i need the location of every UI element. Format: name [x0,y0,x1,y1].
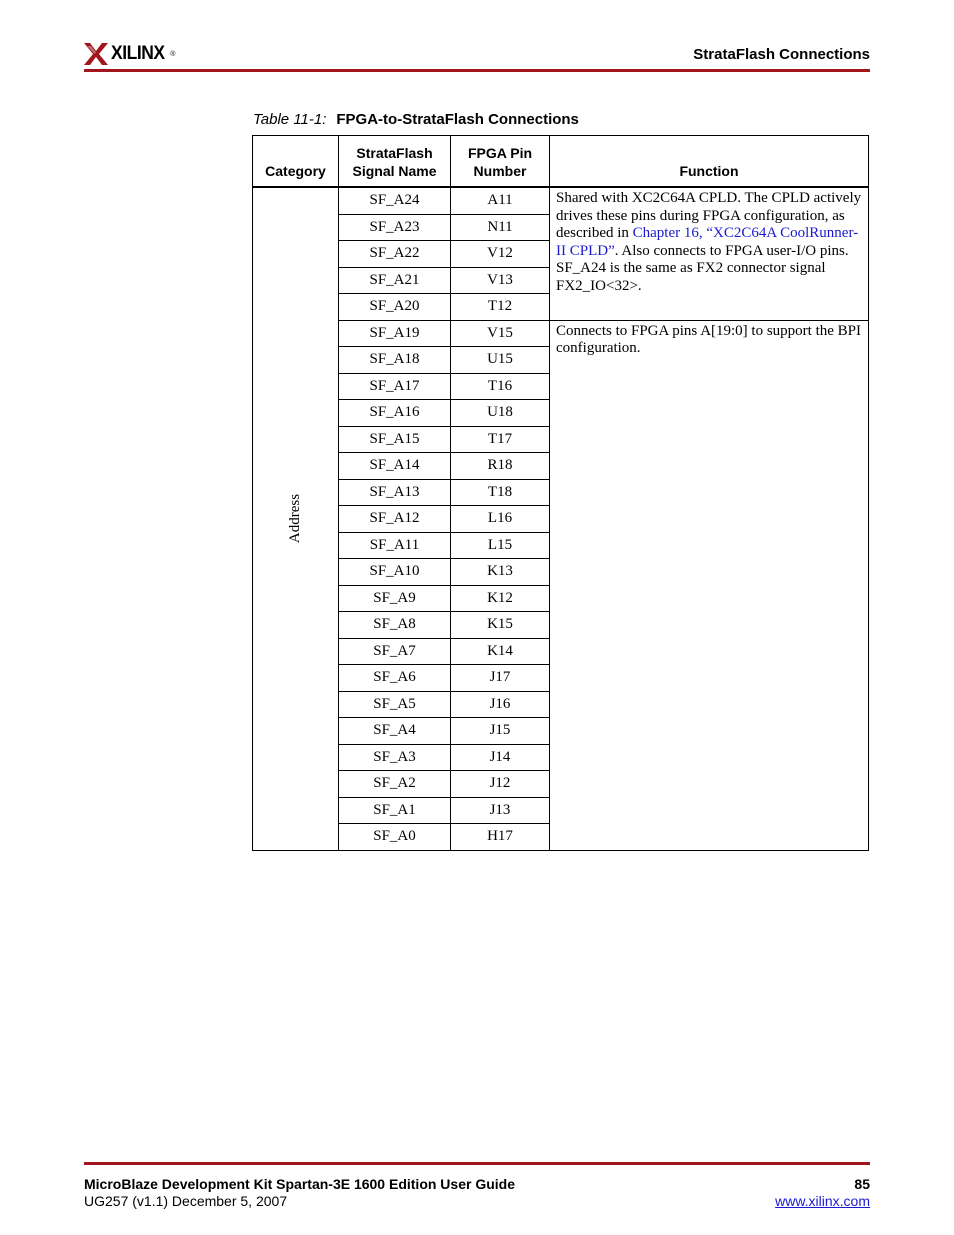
fpga-pin-cell: U15 [451,347,550,374]
signal-name-cell: SF_A7 [339,638,451,665]
fpga-pin-cell: A11 [451,187,550,214]
fpga-pin-cell: K12 [451,585,550,612]
connections-table [252,135,869,851]
logo-text: XILINX [111,43,165,64]
fpga-pin-cell: J16 [451,691,550,718]
xilinx-logo [84,41,175,67]
fpga-pin-cell: L15 [451,532,550,559]
fpga-pin-cell: J14 [451,744,550,771]
table-row [253,187,869,214]
fpga-pin-cell: U18 [451,400,550,427]
xilinx-logo-icon [84,43,108,65]
header-category: Category [253,136,339,188]
signal-name-cell: SF_A3 [339,744,451,771]
fpga-pin-cell: V15 [451,320,550,347]
fpga-pin-cell: N11 [451,214,550,241]
page-number: 85 [854,1176,870,1192]
fpga-pin-cell: T18 [451,479,550,506]
header-rule [84,69,870,72]
table-row [253,320,869,347]
signal-name-cell: SF_A5 [339,691,451,718]
chapter-16-link[interactable]: Chapter 16, “XC2C64A CoolRunner-II CPLD” [556,225,859,259]
signal-name-cell: SF_A6 [339,665,451,692]
signal-name-cell: SF_A16 [339,400,451,427]
header-signal-name: StrataFlash Signal Name [339,136,451,188]
logo-registered-mark: ® [170,50,176,58]
fpga-pin-cell: T16 [451,373,550,400]
table-caption [253,111,579,128]
table-header-row [253,136,869,188]
signal-name-cell: SF_A12 [339,506,451,533]
header-function: Function [550,136,869,188]
signal-name-cell: SF_A20 [339,294,451,321]
fpga-pin-cell: T17 [451,426,550,453]
fpga-pin-cell: K14 [451,638,550,665]
function-text: Shared with XC2C64A CPLD. The CPLD actively drives these pins during FPGA configuration, as described in [556,190,862,241]
signal-name-cell: SF_A1 [339,797,451,824]
fpga-pin-cell: J17 [451,665,550,692]
fpga-pin-cell: H17 [451,824,550,851]
table-number: Table 11-1: [253,111,327,128]
category-cell [253,187,339,850]
function-text: . Also connects to FPGA user-I/O pins. SF_A24 is the same as FX2 connector signal FX2_IO<32>. [556,242,849,294]
signal-name-cell: SF_A10 [339,559,451,586]
fpga-pin-cell: T12 [451,294,550,321]
fpga-pin-cell: J13 [451,797,550,824]
signal-name-cell: SF_A2 [339,771,451,798]
fpga-pin-cell: J12 [451,771,550,798]
fpga-pin-cell: K15 [451,612,550,639]
fpga-pin-cell: V13 [451,267,550,294]
fpga-pin-cell: V12 [451,241,550,268]
footer-doc-title: MicroBlaze Development Kit Spartan-3E 1600 Edition User Guide [84,1176,515,1192]
signal-name-cell: SF_A17 [339,373,451,400]
signal-name-cell: SF_A13 [339,479,451,506]
fpga-pin-cell: R18 [451,453,550,480]
function-cell-bpi: Connects to FPGA pins A[19:0] to support the BPI configuration. [550,320,869,850]
signal-name-cell: SF_A14 [339,453,451,480]
footer-doc-version: UG257 (v1.1) December 5, 2007 [84,1193,288,1209]
section-title: StrataFlash Connections [693,46,870,63]
website-link[interactable]: www.xilinx.com [775,1193,870,1209]
signal-name-cell: SF_A15 [339,426,451,453]
signal-name-cell: SF_A24 [339,187,451,214]
fpga-pin-cell: L16 [451,506,550,533]
fpga-pin-cell: J15 [451,718,550,745]
signal-name-cell: SF_A11 [339,532,451,559]
signal-name-cell: SF_A4 [339,718,451,745]
signal-name-cell: SF_A21 [339,267,451,294]
signal-name-cell: SF_A9 [339,585,451,612]
signal-name-cell: SF_A0 [339,824,451,851]
category-label: Address [286,494,303,544]
signal-name-cell: SF_A8 [339,612,451,639]
table-title: FPGA-to-StrataFlash Connections [336,111,579,128]
function-cell-shared [550,187,869,320]
footer-rule [84,1162,870,1165]
fpga-pin-cell: K13 [451,559,550,586]
signal-name-cell: SF_A18 [339,347,451,374]
signal-name-cell: SF_A19 [339,320,451,347]
signal-name-cell: SF_A22 [339,241,451,268]
signal-name-cell: SF_A23 [339,214,451,241]
header-fpga-pin: FPGA Pin Number [451,136,550,188]
